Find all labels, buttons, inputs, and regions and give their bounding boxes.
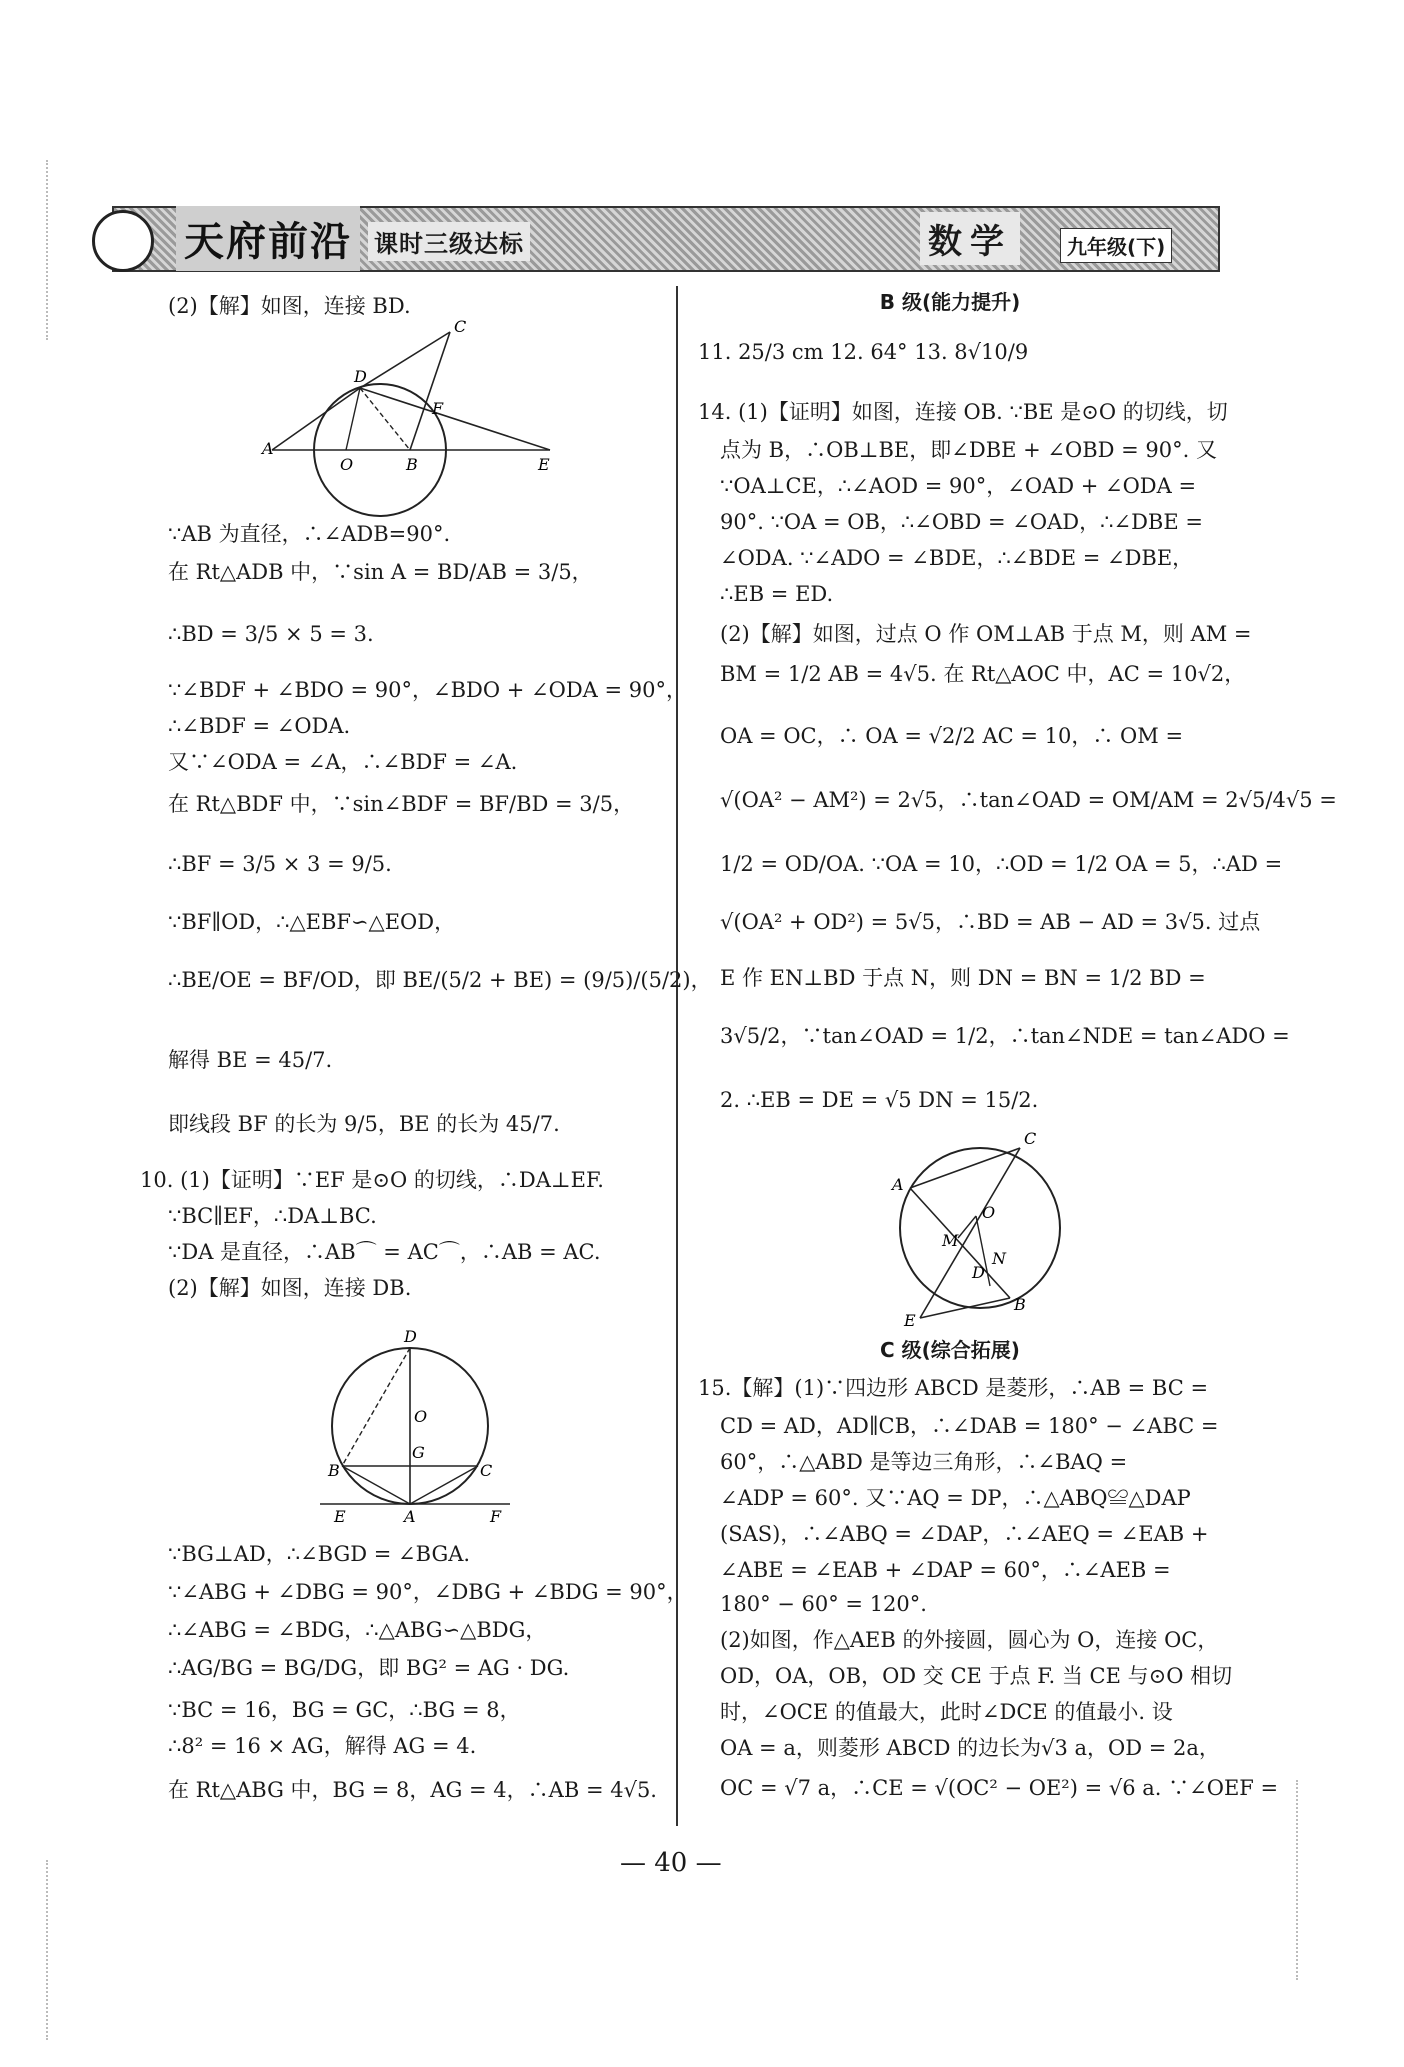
text-line: ∴BD = 3/5 × 5 = 3.	[168, 622, 374, 646]
text-line: ∴8² = 16 × AG，解得 AG = 4.	[168, 1734, 477, 1758]
figure-circle-tangent	[262, 317, 570, 482]
text-line: ∵BF∥OD，∴△EBF∽△EOD，	[168, 910, 456, 934]
fig2-label: F	[490, 1507, 502, 1526]
binding-mark-top	[46, 160, 48, 340]
text-line: 在 Rt△ABG 中，BG = 8，AG = 4，∴AB = 4√5.	[168, 1778, 657, 1802]
fig1-label: C	[454, 317, 467, 336]
text-line: E 作 EN⊥BD 于点 N，则 DN = BN = 1/2 BD =	[720, 966, 1206, 990]
text-line: √(OA² − AM²) = 2√5，∴tan∠OAD = OM/AM = 2√5/4√5 =	[720, 788, 1337, 812]
fig2-label: B	[328, 1461, 340, 1480]
text-line: (2)【解】如图，过点 O 作 OM⊥AB 于点 M，则 AM =	[720, 622, 1252, 646]
text-line: 在 Rt△BDF 中，∵sin∠BDF = BF/BD = 3/5，	[168, 792, 635, 816]
binding-mark-bottom	[46, 1860, 48, 2040]
text-line: ∠ODA. ∵∠ADO = ∠BDE，∴∠BDE = ∠DBE，	[720, 546, 1194, 570]
text-line: OC = √7 a，∴CE = √(OC² − OE²) = √6 a. ∵∠OEF =	[720, 1776, 1279, 1800]
text-line: ∴EB = ED.	[720, 582, 834, 606]
fig1-label: A	[262, 439, 274, 458]
fig3-label: A	[892, 1175, 904, 1194]
text-line: 3√5/2，∵tan∠OAD = 1/2，∴tan∠NDE = tan∠ADO =	[720, 1024, 1290, 1048]
text-line: 90°. ∵OA = OB，∴∠OBD = ∠OAD，∴∠DBE =	[720, 510, 1203, 534]
text-line: 11. 25/3 cm 12. 64° 13. 8√10/9	[698, 340, 1029, 364]
fig2-label: E	[334, 1507, 346, 1526]
text-line: ∠ADP = 60°. 又∵AQ = DP，∴△ABQ≌△DAP	[720, 1486, 1191, 1510]
text-line: CD = AD，AD∥CB，∴∠DAB = 180° − ∠ABC =	[720, 1414, 1219, 1438]
text-line: ∴∠BDF = ∠ODA.	[168, 714, 351, 738]
level-b-heading: B 级(能力提升)	[879, 290, 1021, 314]
text-line: 点为 B，∴OB⊥BE，即∠DBE + ∠OBD = 90°. 又	[720, 438, 1218, 462]
text-line: ∵∠ABG + ∠DBG = 90°，∠DBG + ∠BDG = 90°，	[168, 1580, 688, 1604]
figure-circle-triangle	[880, 1128, 1080, 1328]
fig3-label: C	[1024, 1129, 1037, 1148]
text-line: (2)如图，作△AEB 的外接圆，圆心为 O，连接 OC，	[720, 1628, 1219, 1652]
text-line: OA = OC，∴ OA = √2/2 AC = 10，∴ OM =	[720, 724, 1184, 748]
text-line: ∴BE/OE = BF/OD，即 BE/(5/2 + BE) = (9/5)/(5/2)，	[168, 968, 712, 992]
figure-circle-chord	[320, 1326, 520, 1526]
fig1-label: F	[432, 399, 444, 418]
fig1-label: B	[406, 455, 418, 474]
text-line: 解得 BE = 45/7.	[168, 1048, 333, 1072]
edge-mark-right	[1296, 1780, 1298, 1980]
subject-label: 数学	[920, 212, 1020, 265]
brand-subtitle: 课时三级达标	[368, 222, 530, 261]
page-number: — 40 —	[620, 1848, 722, 1878]
text-line: ∴BF = 3/5 × 3 = 9/5.	[168, 852, 392, 876]
fig1-label: E	[538, 455, 550, 474]
fig2-label: C	[480, 1461, 493, 1480]
fig3-label: N	[992, 1249, 1006, 1268]
text-line: ∴∠ABG = ∠BDG，∴△ABG∽△BDG，	[168, 1618, 547, 1642]
text-line: ∵OA⊥CE，∴∠AOD = 90°，∠OAD + ∠ODA =	[720, 474, 1197, 498]
text-line: (2)【解】如图，连接 BD.	[168, 294, 411, 318]
text-line: ∴AG/BG = BG/DG，即 BG² = AG · DG.	[168, 1656, 570, 1680]
text-line: √(OA² + OD²) = 5√5，∴BD = AB − AD = 3√5. 过点	[720, 910, 1261, 934]
fig1-label: D	[354, 367, 367, 386]
fig2-label: O	[414, 1407, 428, 1426]
text-line: 10. (1)【证明】∵EF 是⊙O 的切线，∴DA⊥EF.	[140, 1168, 604, 1192]
text-line: ∵AB 为直径，∴∠ADB=90°.	[168, 522, 451, 546]
text-line: ∵BC = 16，BG = GC，∴BG = 8，	[168, 1698, 521, 1722]
text-line: 14. (1)【证明】如图，连接 OB. ∵BE 是⊙O 的切线，切	[698, 400, 1228, 424]
text-line: 60°，∴△ABD 是等边三角形，∴∠BAQ =	[720, 1450, 1128, 1474]
fig3-label: B	[1014, 1295, 1026, 1314]
fig2-label: G	[412, 1443, 425, 1462]
fig2-label: D	[404, 1327, 417, 1346]
fig2-label: A	[404, 1507, 416, 1526]
text-line: ∵DA 是直径，∴AB⌒ = AC⌒，∴AB = AC.	[168, 1240, 601, 1264]
text-line: ∵∠BDF + ∠BDO = 90°，∠BDO + ∠ODA = 90°，	[168, 678, 688, 702]
text-line: 15.【解】(1)∵四边形 ABCD 是菱形，∴AB = BC =	[698, 1376, 1209, 1400]
text-line: (SAS)，∴∠ABQ = ∠DAP，∴∠AEQ = ∠EAB +	[720, 1522, 1209, 1546]
text-line: 2. ∴EB = DE = √5 DN = 15/2.	[720, 1088, 1039, 1112]
text-line: ∠ABE = ∠EAB + ∠DAP = 60°，∴∠AEB =	[720, 1558, 1171, 1582]
text-line: 即线段 BF 的长为 9/5，BE 的长为 45/7.	[168, 1112, 560, 1136]
text-line: OD，OA，OB，OD 交 CE 于点 F. 当 CE 与⊙O 相切	[720, 1664, 1233, 1688]
grade-label: 九年级(下)	[1060, 228, 1172, 263]
level-c-heading: C 级(综合拓展)	[880, 1338, 1020, 1362]
text-line: 在 Rt△ADB 中，∵sin A = BD/AB = 3/5，	[168, 560, 593, 584]
fig3-label: M	[942, 1231, 959, 1250]
text-line: 时，∠OCE 的值最大，此时∠DCE 的值最小. 设	[720, 1700, 1173, 1724]
fig3-label: E	[904, 1311, 916, 1330]
brand-title: 天府前沿	[176, 206, 360, 271]
fig3-label: D	[972, 1263, 985, 1282]
fig1-label: O	[340, 455, 354, 474]
logo-icon	[92, 210, 154, 272]
text-line: 又∵∠ODA = ∠A，∴∠BDF = ∠A.	[168, 750, 518, 774]
text-line: 1/2 = OD/OA. ∵OA = 10，∴OD = 1/2 OA = 5，∴AD =	[720, 852, 1283, 876]
text-line: OA = a，则菱形 ABCD 的边长为√3 a，OD = 2a，	[720, 1736, 1220, 1760]
text-line: ∵BG⊥AD，∴∠BGD = ∠BGA.	[168, 1542, 471, 1566]
fig3-label: O	[982, 1203, 996, 1222]
text-line: BM = 1/2 AB = 4√5. 在 Rt△AOC 中，AC = 10√2，	[720, 662, 1246, 686]
text-line: (2)【解】如图，连接 DB.	[168, 1276, 412, 1300]
text-line: 180° − 60° = 120°.	[720, 1592, 927, 1616]
text-line: ∵BC∥EF，∴DA⊥BC.	[168, 1204, 377, 1228]
